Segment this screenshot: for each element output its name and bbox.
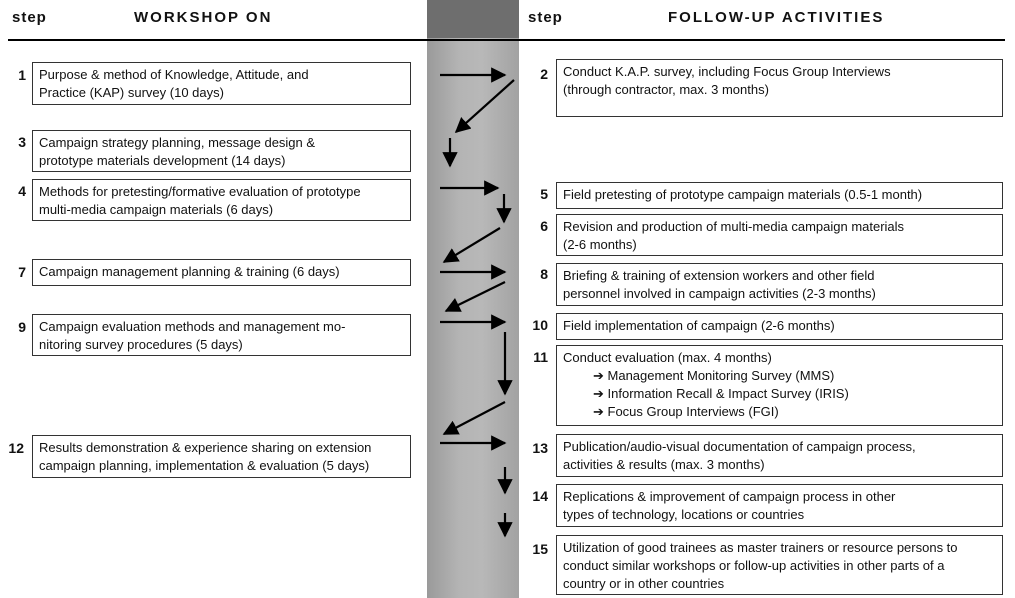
step-text: Publication/audio-visual documentation of campaign process, [563,439,916,454]
step-text: personnel involved in campaign activities (2-3 months) [563,286,876,301]
step-text: prototype materials development (14 days) [39,153,286,168]
step-text: (through contractor, max. 3 months) [563,82,769,97]
step-text: Field pretesting of prototype campaign materials (0.5-1 month) [563,187,923,202]
step-number: 13 [532,440,548,456]
step-number: 12 [8,440,24,456]
step-text: Replications & improvement of campaign process in other [563,489,896,504]
evaluation-subitem-iris: ➔ Information Recall & Impact Survey (IRIS) [593,386,849,401]
evaluation-subitem-fgi: ➔ Focus Group Interviews (FGI) [593,404,779,419]
step-text: types of technology, locations or countries [563,507,805,522]
step-number: 4 [18,183,26,199]
step-number: 2 [540,66,548,82]
step-number: 15 [532,541,548,557]
step-text: Briefing & training of extension workers and other field [563,268,875,283]
step-text: Campaign strategy planning, message design & [39,135,316,150]
step-text: Field implementation of campaign (2-6 months) [563,318,835,333]
step-text: Campaign evaluation methods and management mo- [39,319,346,334]
step-number: 8 [540,266,548,282]
step-number: 14 [532,488,548,504]
step-number: 11 [533,349,548,365]
step-text: (2-6 months) [563,237,637,252]
step-number: 6 [540,218,548,234]
workshop-header: WORKSHOP ON [134,9,273,26]
arrow-6-to-7 [444,228,500,262]
step-number: 3 [18,134,26,150]
followup-header: FOLLOW-UP ACTIVITIES [668,9,885,26]
step-text: Conduct evaluation (max. 4 months) [563,350,772,365]
step-text: Results demonstration & experience sharing on extension [39,440,372,455]
step-text: Revision and production of multi-media campaign materials [563,219,905,234]
step-text: multi-media campaign materials (6 days) [39,202,274,217]
step-number: 5 [540,186,548,202]
step-text: Practice (KAP) survey (10 days) [39,85,224,100]
step-text: conduct similar workshops or follow-up activities in other parts of a [563,558,945,573]
step-text: Conduct K.A.P. survey, including Focus Group Interviews [563,64,891,79]
step-number: 10 [532,317,548,333]
step-number: 7 [18,264,26,280]
step-text: activities & results (max. 3 months) [563,457,765,472]
arrow-11-to-12 [444,402,505,434]
left-step-header: step [12,9,47,26]
arrow-2-to-3 [456,80,514,132]
step-number: 9 [18,319,26,335]
step-text: country or in other countries [563,576,725,591]
arrow-8-to-9 [446,282,505,311]
step-text: Purpose & method of Knowledge, Attitude, and [39,67,309,82]
step-text: campaign planning, implementation & evaluation (5 days) [39,458,370,473]
step-number: 1 [18,67,26,83]
step-text: Utilization of good trainees as master trainers or resource persons to [563,540,958,555]
step-text: Campaign management planning & training (6 days) [39,264,340,279]
evaluation-subitem-mms: ➔ Management Monitoring Survey (MMS) [593,368,835,383]
step-text: Methods for pretesting/formative evaluation of prototype [39,184,361,199]
step-text: nitoring survey procedures (5 days) [39,337,243,352]
right-step-header: step [528,9,563,26]
